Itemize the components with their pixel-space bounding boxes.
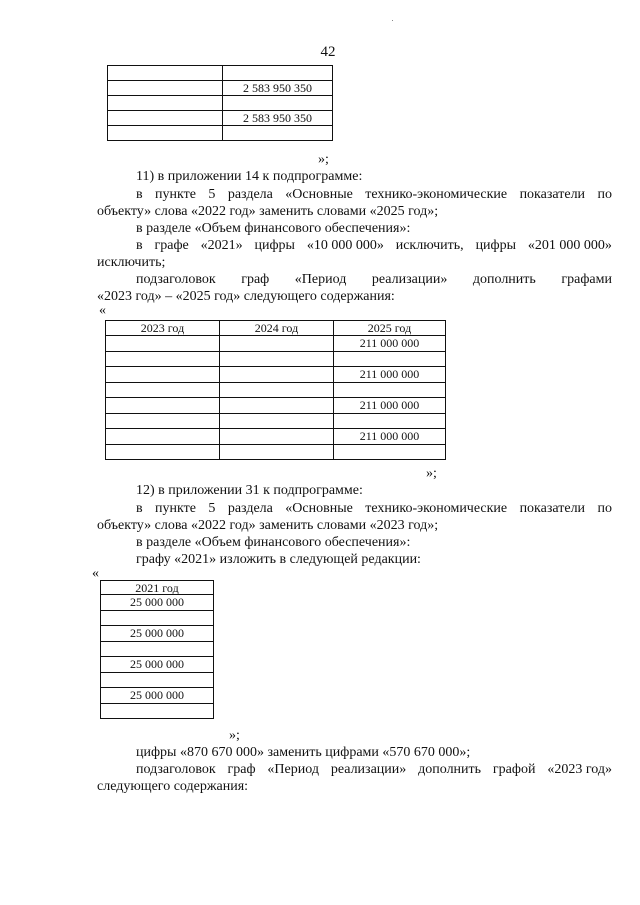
final-line-2-word: подзаголовок [136,762,216,777]
closing-quote: »; [229,728,240,743]
table-cell: 2 583 950 350 [223,111,333,126]
table-cell [220,429,334,445]
page-number: 42 [320,44,336,60]
closing-quote: »; [426,466,437,481]
item-12-line-1 [136,501,612,517]
table-row [101,641,214,657]
table-row [101,688,214,704]
table-row [106,367,446,383]
table-row [108,96,333,111]
item-11-line-3: в разделе «Объем финансового обеспечения»: [136,221,411,236]
table-header-row [101,581,214,595]
item-12-heading: 12) в приложении 31 к подпрограмме: [136,483,363,498]
table-cell [106,336,220,352]
final-line-1: цифры «870 670 000» заменить цифрами «570 670 000»; [136,745,471,760]
table-cell: 25 000 000 [101,626,214,642]
item-11-line-4 [136,238,612,254]
item-11-line-1-word: пункте [155,187,196,202]
table-header-row [106,321,446,336]
item-12-line-1-word: 5 [208,501,216,516]
table-cell [106,429,220,445]
item-12-line-1-word: раздела [227,501,273,516]
table-row [106,336,446,352]
table-cell [220,351,334,367]
table-cell: 25 000 000 [101,657,214,673]
opening-quote: « [99,303,106,318]
table-cell [223,126,333,141]
table-period-2023-2025 [105,320,446,460]
final-line-2-word: дополнить [418,762,482,777]
table-row [101,703,214,719]
table-row [108,81,333,96]
table-row [101,610,214,626]
table-cell [334,413,446,429]
table-cell: 2 583 950 350 [223,81,333,96]
item-12-line-3: в разделе «Объем финансового обеспечения»: [136,535,411,550]
table-cell: 211 000 000 [334,367,446,383]
table-row [106,351,446,367]
table-cell [334,351,446,367]
item-11-line-6-word: граф [241,272,270,287]
table-cell [108,111,223,126]
item-11-line-1-word: 5 [208,187,216,202]
item-11-line-4-word: цифры [254,238,295,253]
table-cell [106,382,220,398]
final-line-2-word: граф [227,762,256,777]
item-11-line-4-word: цифры [475,238,517,253]
table-cell: 211 000 000 [334,398,446,414]
table-cell [220,398,334,414]
table-cell [220,444,334,460]
item-12-line-2: объекту» слова «2022 год» заменить словами «2023 год»; [97,518,439,533]
item-11-line-4-word: исключить, [395,238,464,253]
item-11-line-1-word: технико-экономические [365,187,508,202]
table-row [108,111,333,126]
table-cell: 25 000 000 [101,595,214,611]
table-row [106,398,446,414]
table-cell [220,413,334,429]
table-cell: 211 000 000 [334,429,446,445]
item-12-line-1-word: показатели [519,501,586,516]
item-11-line-1-word: «Основные [285,187,353,202]
table-cell [334,444,446,460]
item-12-line-1-word: «Основные [285,501,353,516]
item-11-line-2: объекту» слова «2022 год» заменить словами «2025 год»; [97,204,439,219]
table-cell [106,367,220,383]
final-line-2-word: «Период [267,762,319,777]
table-cell [101,610,214,626]
table-cell [101,672,214,688]
table-row [106,413,446,429]
table-cell [220,382,334,398]
opening-quote: « [92,566,99,581]
table-row [108,66,333,81]
item-11-line-4-word: «2021» [200,238,243,253]
item-11-line-6 [136,272,612,288]
item-12-line-4: графу «2021» изложить в следующей редакции: [136,552,421,567]
table-row [106,429,446,445]
table-cell [106,444,220,460]
table-cell [101,641,214,657]
table-cell [220,367,334,383]
table-cell [334,382,446,398]
item-12-line-1-word: пункте [155,501,196,516]
table-cell [223,66,333,81]
item-11-line-6-word: «Период [294,272,347,287]
table-cell [101,703,214,719]
item-12-line-1-word: технико-экономические [365,501,508,516]
table-cell: 25 000 000 [101,688,214,704]
table-cell [108,81,223,96]
table-cell [106,351,220,367]
table-cell [108,96,223,111]
closing-quote: »; [318,152,329,167]
table-cell [106,398,220,414]
item-11-line-6-word: подзаголовок [136,272,216,287]
final-line-3: следующего содержания: [97,779,249,794]
table-row [106,444,446,460]
item-11-heading: 11) в приложении 14 к подпрограмме: [136,169,363,184]
item-11-line-1-word: раздела [227,187,273,202]
item-11-line-7: «2023 год» – «2025 год» следующего содержания: [97,289,395,304]
item-11-line-6-word: дополнить [472,272,536,287]
table-cell: 211 000 000 [334,336,446,352]
final-line-2 [136,762,612,778]
item-11-line-4-word: «10 000 000» [306,238,384,253]
scan-speck [392,20,393,21]
item-11-line-1-word: по [597,187,612,202]
table-2021 [100,580,214,719]
item-11-line-4-word: «201 000 000» [527,238,612,253]
table-cell [106,413,220,429]
final-line-2-word: реализации» [330,762,407,777]
column-header: 2024 год [220,321,334,336]
final-line-2-word: графой [492,762,536,777]
item-12-line-1-word: в [136,501,143,516]
item-11-line-6-word: графами [561,272,612,287]
table-row [106,382,446,398]
column-header: 2025 год [334,321,446,336]
table-cell [223,96,333,111]
table-cell [108,126,223,141]
table-row [101,595,214,611]
table-row [101,626,214,642]
table-row [101,672,214,688]
table-row [108,126,333,141]
table-row [101,657,214,673]
final-line-2-word: «2023 год» [547,762,612,777]
table-cell [220,336,334,352]
column-header: 2023 год [106,321,220,336]
item-11-line-6-word: реализации» [371,272,448,287]
item-11-line-4-word: в [136,238,143,253]
table-amounts-continuation [107,65,333,141]
item-11-line-5: исключить; [97,255,166,270]
item-11-line-1-word: показатели [519,187,586,202]
column-header: 2021 год [101,581,214,595]
table-cell [108,66,223,81]
item-12-line-1-word: по [597,501,612,516]
item-11-line-1 [136,187,612,203]
item-11-line-1-word: в [136,187,143,202]
item-11-line-4-word: графе [154,238,189,253]
